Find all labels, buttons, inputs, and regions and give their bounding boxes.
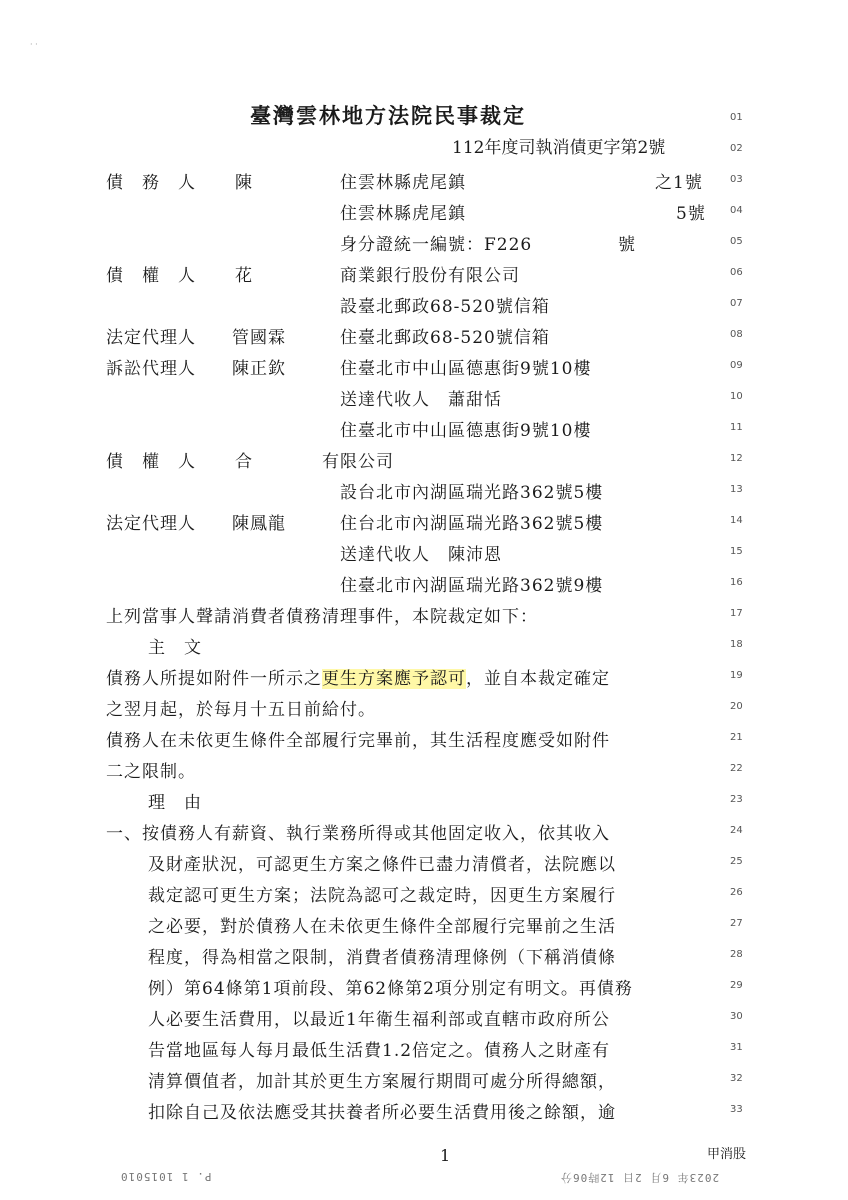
reasons-paragraph: 例）第64條第1項前段、第62條第2項分別定有明文。再債務 [148,979,633,999]
line-number: 23 [730,794,743,805]
line-number: 06 [730,267,743,278]
corner-dots: · · [30,40,38,49]
ruling-paragraph: 之翌月起，於每月十五日前給付。 [106,700,376,720]
party-company: 有限公司 [322,452,394,472]
party-label: 債 務 人 [106,173,196,193]
party-name: 陳正欽 [232,359,286,379]
line-number: 09 [730,360,743,371]
party-name: 陳鳳龍 [232,514,286,534]
party-company: 商業銀行股份有限公司 [340,266,520,286]
reasons-paragraph: 及財產狀況，可認更生方案之條件已盡力清償者，法院應以 [148,855,616,875]
line-number: 14 [730,515,743,526]
party-address: 設臺北郵政68-520號信箱 [340,297,550,317]
intro-sentence: 上列當事人聲請消費者債務清理事件，本院裁定如下： [106,607,538,627]
party-name: 管國霖 [232,328,286,348]
party-address: 住臺北市中山區德惠街9號10樓 [340,359,592,379]
line-number: 31 [730,1042,743,1053]
section-heading-main-text: 主 文 [148,638,202,658]
line-number: 30 [730,1011,743,1022]
reasons-paragraph: 扣除自己及依法應受其扶養者所必要生活費用後之餘額，逾 [148,1103,616,1123]
party-label: 法定代理人 [106,514,196,534]
line-number: 20 [730,701,743,712]
reasons-paragraph: 告當地區每人每月最低生活費1.2倍定之。債務人之財產有 [148,1041,611,1061]
line-number: 04 [730,205,743,216]
highlighted-text: 更生方案應予認可 [322,669,466,689]
party-label: 債 權 人 [106,266,196,286]
reasons-paragraph: 一、按債務人有薪資、執行業務所得或其他固定收入，依其收入 [106,824,610,844]
case-number: 112年度司執消債更字第2號 [452,138,666,158]
line-number: 08 [730,329,743,340]
document-title: 臺灣雲林地方法院民事裁定 [250,103,526,128]
service-agent: 送達代收人 陳沛恩 [340,545,502,565]
line-number: 22 [730,763,743,774]
reasons-paragraph: 裁定認可更生方案；法院為認可之裁定時，因更生方案履行 [148,886,616,906]
party-address: 住雲林縣虎尾鎮 [340,204,466,224]
party-label: 債 權 人 [106,452,196,472]
line-number: 01 [730,112,743,123]
party-name-redacted: 花 [235,266,253,286]
reasons-paragraph: 人必要生活費用，以最近1年衛生福利部或直轄市政府所公 [148,1010,610,1030]
party-address: 住臺北市中山區德惠街9號10樓 [340,421,592,441]
line-number: 10 [730,391,743,402]
line-number: 26 [730,887,743,898]
party-label: 法定代理人 [106,328,196,348]
service-agent: 送達代收人 蕭甜恬 [340,390,502,410]
line-number: 07 [730,298,743,309]
line-number: 33 [730,1104,743,1115]
party-id-number: 身分證統一編號：F226 [340,235,533,255]
line-number: 16 [730,577,743,588]
party-name-redacted: 陳 [235,168,279,193]
line-number: 17 [730,608,743,619]
line-number: 24 [730,825,743,836]
page-number: 1 [440,1146,451,1165]
ruling-paragraph: 二之限制。 [106,762,196,782]
line-number: 02 [730,143,743,154]
scan-stamp-right: 2023年 6月 2日 12時06分 [560,1171,720,1184]
party-address: 住雲林縣虎尾鎮 [340,173,466,193]
party-address: 住臺北市內湖區瑞光路362號9樓 [340,576,604,596]
line-number: 13 [730,484,743,495]
line-number: 05 [730,236,743,247]
line-number: 21 [730,732,743,743]
party-address: 住臺北郵政68-520號信箱 [340,328,550,348]
line-number: 28 [730,949,743,960]
party-address: 住台北市內湖區瑞光路362號5樓 [340,514,604,534]
reasons-paragraph: 清算價值者，加計其於更生方案履行期間可處分所得總額， [148,1072,616,1092]
reasons-paragraph: 程度，得為相當之限制，消費者債務清理條例（下稱消債條 [148,948,616,968]
party-address: 設台北市內湖區瑞光路362號5樓 [340,483,604,503]
party-id-tail: 號 [618,235,636,255]
party-name-redacted: 合 [235,452,253,472]
line-number: 11 [730,422,743,433]
line-number: 25 [730,856,743,867]
section-heading-reasons: 理 由 [148,793,202,813]
ruling-paragraph: 債務人所提如附件一所示之更生方案應予認可，並自本裁定確定 [106,669,610,689]
ruling-paragraph: 債務人在未依更生條件全部履行完畢前，其生活程度應受如附件 [106,731,610,751]
line-number: 18 [730,639,743,650]
line-number: 32 [730,1073,743,1084]
party-label: 訴訟代理人 [106,359,196,379]
department-label: 甲消股 [707,1147,747,1162]
line-number: 15 [730,546,743,557]
line-number: 12 [730,453,743,464]
line-number: 27 [730,918,743,929]
line-number: 19 [730,670,743,681]
party-address-tail: 之1號 [655,173,703,193]
scan-stamp-left: P. 1 1015010 [120,1170,212,1183]
line-number: 03 [730,174,743,185]
line-number: 29 [730,980,743,991]
party-address-tail: 5號 [676,204,706,224]
reasons-paragraph: 之必要，對於債務人在未依更生條件全部履行完畢前之生活 [148,917,616,937]
